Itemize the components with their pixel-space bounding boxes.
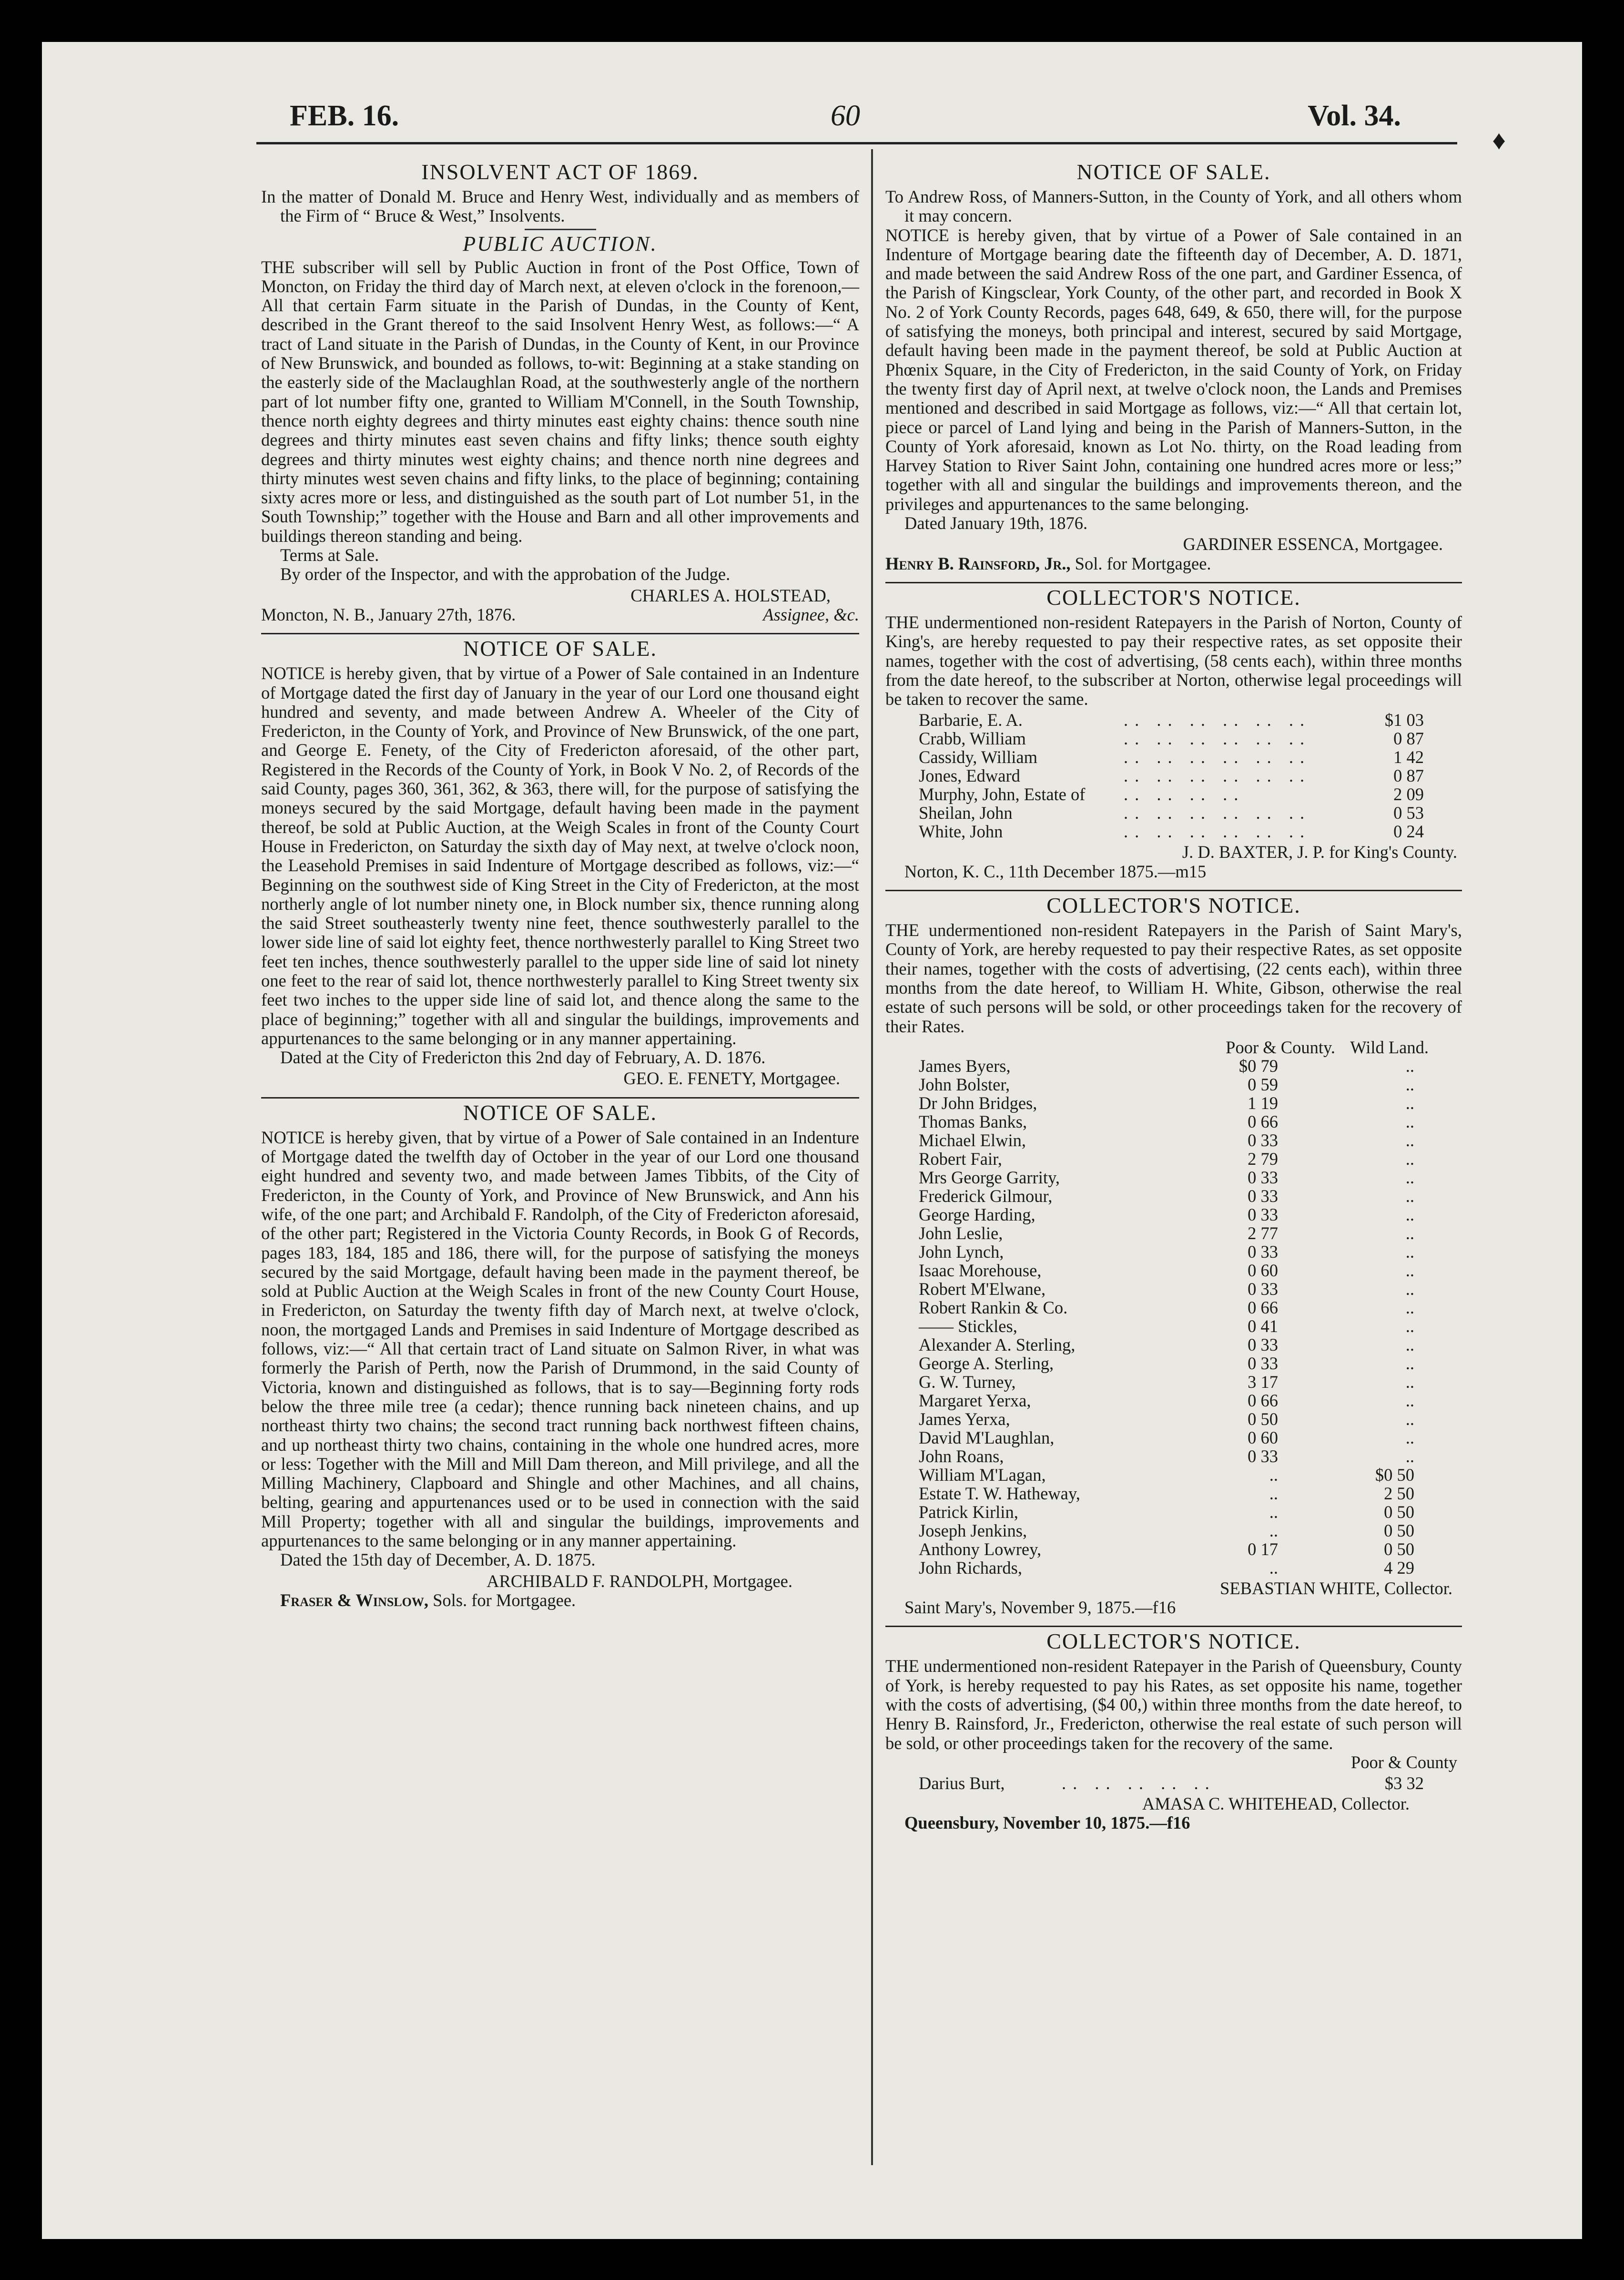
poor-county-rate: 0 33 (1248, 1279, 1278, 1299)
dated-line: Dated January 19th, 1876. (904, 513, 1088, 533)
table-row (919, 1131, 1433, 1150)
table-header-row (919, 1038, 1433, 1057)
leader-dots: .. .. .. .. .. .. (1124, 729, 1311, 749)
matter-line: In the matter of Donald M. Bruce and Henry West, individually and as members of the Firm of “ Bruce & West,” Insolvents. (261, 187, 859, 226)
wild-land-rate: .. (1405, 1167, 1414, 1187)
solicitor-line (885, 554, 1462, 573)
wild-land-rate: .. (1405, 1223, 1414, 1243)
section-rule (885, 890, 1462, 891)
ratepayer-name: David M'Laughlan, (919, 1427, 1055, 1447)
ratepayer-name: John Roans, (919, 1446, 1004, 1466)
poor-county-rate: 0 60 (1248, 1427, 1278, 1447)
table-row (919, 1410, 1433, 1428)
table-row (919, 1354, 1433, 1373)
table-row (919, 1168, 1433, 1187)
collectors-notice-queensbury (885, 1629, 1462, 1832)
ratepayer-name: Joseph Jenkins, (919, 1520, 1027, 1540)
notice-subtitle: PUBLIC AUCTION. (463, 232, 658, 255)
addressee-line: To Andrew Ross, of Manners-Sutton, in the County of York, and all others whom it may concern. (885, 187, 1462, 226)
poor-county-rate: 0 41 (1248, 1316, 1278, 1336)
ratepayer-name: Robert Fair, (919, 1149, 1002, 1169)
ratepayer-name: Frederick Gilmour, (919, 1186, 1053, 1206)
wild-land-rate: .. (1405, 1186, 1414, 1206)
table-row (919, 804, 1433, 822)
poor-county-rate: .. (1269, 1520, 1278, 1540)
insolvent-act-notice (261, 160, 859, 624)
page-number: 60 (831, 100, 860, 132)
solicitors-line (261, 1591, 859, 1610)
signer: ARCHIBALD F. RANDOLPH, Mortgagee. (487, 1571, 792, 1591)
short-rule (525, 229, 596, 230)
poor-county-rate: 2 77 (1248, 1223, 1278, 1243)
table-row (919, 1503, 1433, 1521)
wild-land-rate: 4 29 (1384, 1557, 1414, 1578)
wild-land-rate: 2 50 (1384, 1483, 1414, 1503)
leader-dots: .. .. .. .. .. .. (1124, 803, 1311, 823)
wild-land-rate: .. (1405, 1204, 1414, 1224)
ratepayer-name: Sheilan, John (919, 803, 1013, 823)
wild-land-rate: .. (1405, 1446, 1414, 1466)
poor-county-rate: 0 59 (1248, 1074, 1278, 1094)
wild-land-rate: .. (1405, 1372, 1414, 1392)
wild-land-rate: .. (1405, 1297, 1414, 1317)
rate-amount: 1 42 (1393, 747, 1424, 767)
issue-date: FEB. 16. (290, 100, 399, 132)
poor-county-rate: 0 33 (1248, 1186, 1278, 1206)
signer: J. D. BAXTER, J. P. for King's County. (1182, 842, 1457, 862)
ratepayer-name: Michael Elwin, (919, 1130, 1026, 1150)
wild-land-rate: .. (1405, 1390, 1414, 1410)
poor-county-rate: 0 33 (1248, 1204, 1278, 1224)
place-date: Moncton, N. B., January 27th, 1876. (261, 604, 516, 624)
notice-title: NOTICE OF SALE. (463, 1100, 657, 1125)
notice-body: THE undermentioned non-resident Ratepayers in the Parish of Saint Mary's, County of York, are hereby requested to pay their respective Rates, as set opposite their names, together with the costs of advertising, (22 cents each), within three months from the date hereof, to William H. White, Gibson, otherwise the real estate of such persons will be sold, or other proceedings taken for the recovery of their Rates. (885, 920, 1462, 1036)
left-column (261, 149, 859, 1610)
volume-number: Vol. 34. (1308, 100, 1401, 132)
table-row (919, 1224, 1433, 1242)
rate-amount: 0 87 (1393, 766, 1424, 786)
poor-county-rate: 0 66 (1248, 1297, 1278, 1317)
wild-land-rate: .. (1405, 1056, 1414, 1076)
poor-county-rate: 0 66 (1248, 1111, 1278, 1131)
ratepayer-name: Darius Burt, (919, 1773, 1005, 1793)
notice-of-sale-ross (885, 160, 1462, 573)
table-row (919, 1057, 1433, 1075)
table-row (919, 1187, 1433, 1205)
table-row (919, 1242, 1433, 1261)
poor-county-rate: 0 33 (1248, 1130, 1278, 1150)
column-divider (871, 149, 873, 2165)
notice-body: THE undermentioned non-resident Ratepayer in the Parish of Queensbury, County of York, is hereby requested to pay his Rates, as set opposite his name, together with the costs of advertising, ($4 00,) within three months from the date hereof, to Henry B. Rainsford, Jr., Fredericton, otherwise the real estate of such person will be sold, or other proceedings taken for the recovery of the same. (885, 1656, 1462, 1753)
ratepayer-table (919, 1038, 1433, 1577)
notice-title: INSOLVENT ACT OF 1869. (421, 160, 699, 184)
ratepayer-name: John Bolster, (919, 1074, 1010, 1094)
notice-body: THE subscriber will sell by Public Auction in front of the Post Office, Town of Moncton, on Friday the third day of March next, at eleven o'clock in the forenoon,—All that certain Farm situate in the Parish of Dundas, in the County of Kent, described in the Grant thereof to the said Insolvent Henry West, as follows:—“ A tract of Land situate in the Parish of Dundas, in the County of Kent, in our Province of New Brunswick, and bounded as follows, to-wit: Beginning at a stake standing on the easterly side of the Maclaughlan Road, at the southwesterly angle of the northern part of lot number fifty one, granted to William M'Connell, in the South Township, thence north eighty degrees and thirty minutes east eighty chains: thence south nine degrees and thirty minutes east seven chains and fifty links; thence south eighty degrees and thirty minutes west eighty chains; and thence north nine degrees and thirty minutes west seven chains and fifty links, to the place of beginning; containing sixty acres more or less, and distinguished as the south part of Lot number 51, in the South Township;” together with the House and Barn and all other improvements and buildings thereon standing and being. (261, 257, 859, 546)
wild-land-rate: .. (1405, 1353, 1414, 1373)
solicitors-name: Fraser & Winslow, (280, 1590, 428, 1610)
poor-county-rate: 0 33 (1248, 1334, 1278, 1354)
table-row (919, 1298, 1433, 1317)
section-rule (261, 1097, 859, 1099)
wild-land-rate: .. (1405, 1334, 1414, 1354)
leader-dots: .. .. .. .. .. .. (1124, 766, 1311, 786)
table-row (919, 1774, 1433, 1792)
notice-body: NOTICE is hereby given, that by virtue of a Power of Sale contained in an Indenture of Mortgage bearing date the fifteenth day of December, A. D. 1871, and made between the said Andrew Ross of the one part, and Gardiner Essenca, of the Parish of Kingsclear, York County, of the other part, and recorded in Book X No. 2 of York County Records, pages 648, 649, & 650, there will, for the purpose of satisfying the moneys, both principal and interest, secured by said Mortgage, default having been made in the payment thereof, be sold at Public Auction at Phœnix Square, in the City of Fredericton, in the said County of York, on Friday the twenty first day of April next, at twelve o'clock noon, the Lands and Premises mentioned and described in said Mortgage as follows, viz:—“ All that certain lot, piece or parcel of Land lying and being in the Parish of Manners-Sutton, in the County of York aforesaid, known as Lot No. thirty, on the Road leading from Harvey Station to River Saint John, containing one hundred acres more or less;” together with all and singular the buildings and improvements thereon, and the privileges and appurtenances to the same belonging. (885, 225, 1462, 514)
wild-land-rate: .. (1405, 1427, 1414, 1447)
wild-land-rate: $0 50 (1375, 1465, 1414, 1485)
dated-line: Dated the 15th day of December, A. D. 1875. (280, 1550, 596, 1570)
wild-land-rate: .. (1405, 1242, 1414, 1262)
table-row (919, 1428, 1433, 1447)
ratepayer-name: Murphy, John, Estate of (919, 784, 1086, 804)
poor-county-rate: 0 60 (1248, 1260, 1278, 1280)
wild-land-rate: .. (1405, 1074, 1414, 1094)
column-header-wild: Wild Land. (1350, 1037, 1429, 1057)
collectors-notice-norton (885, 585, 1462, 881)
ratepayer-name: Barbarie, E. A. (919, 710, 1023, 730)
place-date: Queensbury, November 10, 1875.—f16 (904, 1813, 1190, 1833)
solicitor-name: Henry B. Rainsford, Jr., (885, 553, 1071, 573)
poor-county-rate: 2 79 (1248, 1149, 1278, 1169)
rate-amount: $3 32 (1384, 1773, 1424, 1793)
table-row (919, 711, 1433, 729)
wild-land-rate: 0 50 (1384, 1502, 1414, 1522)
poor-county-rate: .. (1269, 1502, 1278, 1522)
table-row (919, 748, 1433, 766)
poor-county-rate: 1 19 (1248, 1093, 1278, 1113)
poor-county-rate: 0 33 (1248, 1353, 1278, 1373)
rate-amount: 0 87 (1393, 729, 1424, 749)
table-row (919, 1466, 1433, 1484)
ratepayer-name: Isaac Morehouse, (919, 1260, 1042, 1280)
table-row (919, 1075, 1433, 1094)
ratepayer-name: Jones, Edward (919, 766, 1020, 786)
signer: SEBASTIAN WHITE, Collector. (1220, 1578, 1452, 1598)
rate-amount: 2 09 (1393, 784, 1424, 804)
column-header-poor: Poor & County. (1226, 1037, 1335, 1057)
notice-title: COLLECTOR'S NOTICE. (1046, 893, 1301, 918)
notice-title: NOTICE OF SALE. (1076, 160, 1271, 184)
leader-dots: .. .. .. .. .. .. (1124, 747, 1311, 767)
table-row (919, 766, 1433, 785)
table-row (919, 1373, 1433, 1391)
table-row (919, 785, 1433, 804)
ratepayer-name: Anthony Lowrey, (919, 1539, 1042, 1559)
poor-county-rate: 0 66 (1248, 1390, 1278, 1410)
ratepayer-name: Dr John Bridges, (919, 1093, 1037, 1113)
wild-land-rate: 0 50 (1384, 1539, 1414, 1559)
poor-county-rate: .. (1269, 1483, 1278, 1503)
table-row (919, 1540, 1433, 1558)
ratepayer-name: James Yerxa, (919, 1409, 1010, 1429)
ratepayer-name: Patrick Kirlin, (919, 1502, 1018, 1522)
table-row (919, 1391, 1433, 1410)
ink-mark: ♦ (1492, 126, 1506, 155)
signer: GARDINER ESSENCA, Mortgagee. (1183, 534, 1443, 554)
table-row (919, 1261, 1433, 1280)
wild-land-rate: .. (1405, 1130, 1414, 1150)
section-rule (885, 1626, 1462, 1627)
table-row (919, 1335, 1433, 1354)
notice-body: NOTICE is hereby given, that by virtue of a Power of Sale contained in an Indenture of Mortgage dated the twelfth day of October in the year of our Lord one thousand eight hundred and seventy two, and made between James Tibbits, of the City of Fredericton, in the County of York, and Province of New Brunswick, and Ann his wife, of the one part; and Archibald F. Randolph, of the City of Fredericton aforesaid, of the other part; Registered in the Victoria County Records, in Book G of Records, pages 183, 184, 185 and 186, there will, for the purpose of satisfying the moneys secured by the said Mortgage, default having been made in the payment thereof, be sold at Public Auction at the Weigh Scales in front of the new County Court House, in Fredericton, on Saturday the twenty fifth day of March next, at twelve o'clock, noon, the mortgaged Lands and Premises in said Indenture of Mortgage described as follows, viz:—“ All that certain tract of Land situate on Salmon River, in what was formerly the Parish of Perth, now the Parish of Drummond, in the said County of Victoria, known and distinguished as follows, that is to say—Beginning forty rods below the three mile tree (a cedar); thence running back nineteen chains, and up northeast thirty two chains; the second tract running back northwest fifteen chains, and up northeast thirty two chains, containing in the whole one hundred acres, more or less: Together with the Mill and Mill Dam thereon, and Mill privilege, and all the Milling Machinery, Clapboard and Shingle and other Machines, and all chains, belting, gearing and appurtenances used or to be used in connection with the said Mill Property; together with all and singular the buildings, improvements and appurtenances to the same belonging or in any manner appertaining. (261, 1127, 859, 1550)
leader-dots: .. .. .. .. .. .. (1124, 710, 1311, 730)
ratepayer-table (919, 711, 1433, 841)
table-row (919, 1558, 1433, 1577)
ratepayer-table (919, 1774, 1433, 1792)
poor-county-rate: .. (1269, 1465, 1278, 1485)
wild-land-rate: .. (1405, 1111, 1414, 1131)
wild-land-rate: .. (1405, 1260, 1414, 1280)
section-rule (261, 633, 859, 634)
table-row (919, 1521, 1433, 1540)
poor-county-rate: .. (1269, 1557, 1278, 1578)
ratepayer-name: Cassidy, William (919, 747, 1037, 767)
dated-line: Dated at the City of Fredericton this 2nd day of February, A. D. 1876. (280, 1048, 766, 1068)
table-row (919, 822, 1433, 841)
column-header-poor: Poor & County (1350, 1752, 1457, 1772)
collectors-notice-saint-marys (885, 893, 1462, 1617)
gazette-page (42, 42, 1582, 2239)
poor-county-rate: 0 17 (1248, 1539, 1278, 1559)
table-row (919, 1150, 1433, 1168)
table-row (919, 729, 1433, 748)
ratepayer-name: George A. Sterling, (919, 1353, 1054, 1373)
ratepayer-name: George Harding, (919, 1204, 1035, 1224)
notice-of-sale-randolph (261, 1100, 859, 1610)
rate-amount: 0 24 (1393, 822, 1424, 842)
poor-county-rate: 0 33 (1248, 1167, 1278, 1187)
wild-land-rate: .. (1405, 1093, 1414, 1113)
poor-county-rate: $0 79 (1238, 1056, 1278, 1076)
ratepayer-name: Robert M'Elwane, (919, 1279, 1046, 1299)
table-row (919, 1094, 1433, 1112)
leader-dots: .. .. .. .. (1124, 784, 1245, 804)
right-column (885, 149, 1462, 1833)
ratepayer-name: John Richards, (919, 1557, 1022, 1578)
place-date-line (261, 605, 859, 624)
poor-county-rate: 0 50 (1248, 1409, 1278, 1429)
notice-of-sale-fenety (261, 636, 859, 1089)
wild-land-rate: 0 50 (1384, 1520, 1414, 1540)
ratepayer-name: G. W. Turney, (919, 1372, 1016, 1392)
signer: CHARLES A. HOLSTEAD, (630, 585, 831, 605)
poor-county-rate: 0 33 (1248, 1446, 1278, 1466)
leader-dots: .. .. .. .. .. (1062, 1773, 1216, 1793)
ratepayer-name: Mrs George Garrity, (919, 1167, 1060, 1187)
notice-body: NOTICE is hereby given, that by virtue of a Power of Sale contained in an Indenture of Mortgage dated the first day of January in the year of our Lord one thousand eight hundred and seventy, and made between Andrew A. Wheeler of the City of Fredericton, in the County of York, and Province of New Brunswick, of the one part, and George E. Fenety, of the City of Fredericton aforesaid, of the other part, Registered in the Records of the County of York, in Book V No. 2, of Records of the said County, pages 360, 361, 362, & 363, there will, for the purpose of satisfying the moneys secured by the said Mortgage, default having been made in the payment thereof, be sold at Public Auction, at the Weigh Scales in front of the County Court House in Fredericton, on Saturday the sixth day of May next, at twelve o'clock noon, the Leasehold Premises in said Indenture of Mortgage described as follows, viz:—“ Beginning on the southwest side of King Street in the City of Fredericton, at the most northerly angle of lot number ninety one, in Block number six, thence running along the said Street southeasterly twenty nine feet, thence southwesterly parallel to the lower side line of said lot eighty feet, thence northwesterly parallel to King Street two feet ten inches, thence southwesterly parallel to the upper side line of said lot ninety one feet to the rear of said lot, thence northwesterly parallel to King Street twenty six feet two inches to the upper side line of said lot, and thence along the same to the place of beginning;” together with all and singular the buildings, improvements and appurtenances to the same belonging or in any manner appertaining. (261, 663, 859, 1048)
ratepayer-name: Estate T. W. Hatheway, (919, 1483, 1080, 1503)
place-date: Norton, K. C., 11th December 1875.—m15 (904, 861, 1207, 881)
ratepayer-name: William M'Lagan, (919, 1465, 1046, 1485)
solicitors-role: Sols. for Mortgagee. (433, 1590, 576, 1610)
wild-land-rate: .. (1405, 1279, 1414, 1299)
table-row (919, 1447, 1433, 1466)
section-rule (885, 582, 1462, 583)
ratepayer-name: —— Stickles, (919, 1316, 1017, 1336)
ratepayer-name: John Lynch, (919, 1242, 1004, 1262)
table-row (919, 1112, 1433, 1131)
wild-land-rate: .. (1405, 1149, 1414, 1169)
signer: GEO. E. FENETY, Mortgagee. (623, 1069, 840, 1089)
ratepayer-name: Robert Rankin & Co. (919, 1297, 1068, 1317)
terms-line: Terms at Sale. (280, 545, 379, 565)
ratepayer-name: John Leslie, (919, 1223, 1003, 1243)
leader-dots: .. .. .. .. .. .. (1124, 822, 1311, 842)
place-date: Saint Mary's, November 9, 1875.—f16 (904, 1598, 1176, 1618)
rate-amount: $1 03 (1384, 710, 1424, 730)
order-line: By order of the Inspector, and with the approbation of the Judge. (280, 564, 731, 584)
ratepayer-name: James Byers, (919, 1056, 1011, 1076)
notice-body: THE undermentioned non-resident Ratepayers in the Parish of Norton, County of King's, are hereby requested to pay their respective rates, as set opposite their names, together with the cost of advertising, (58 cents each), within three months from the date hereof, to the subscriber at Norton, otherwise legal proceedings will be taken to recover the same. (885, 612, 1462, 709)
notice-title: COLLECTOR'S NOTICE. (1046, 1629, 1301, 1654)
header-rule (256, 142, 1457, 144)
signer-role: Assignee, &c. (763, 604, 859, 624)
poor-county-rate: 3 17 (1248, 1372, 1278, 1392)
table-row (919, 1317, 1433, 1335)
wild-land-rate: .. (1405, 1409, 1414, 1429)
rate-amount: 0 53 (1393, 803, 1424, 823)
ratepayer-name: Thomas Banks, (919, 1111, 1027, 1131)
signer: AMASA C. WHITEHEAD, Collector. (1142, 1794, 1410, 1814)
ratepayer-name: Alexander A. Sterling, (919, 1334, 1076, 1354)
ratepayer-name: Margaret Yerxa, (919, 1390, 1031, 1410)
wild-land-rate: .. (1405, 1316, 1414, 1336)
ratepayer-name: White, John (919, 822, 1003, 842)
table-row (919, 1280, 1433, 1298)
solicitor-role: Sol. for Mortgagee. (1075, 553, 1211, 573)
poor-county-rate: 0 33 (1248, 1242, 1278, 1262)
ratepayer-name: Crabb, William (919, 729, 1026, 749)
table-row (919, 1484, 1433, 1503)
notice-title: NOTICE OF SALE. (463, 636, 657, 661)
notice-title: COLLECTOR'S NOTICE. (1046, 585, 1301, 610)
table-row (919, 1205, 1433, 1224)
